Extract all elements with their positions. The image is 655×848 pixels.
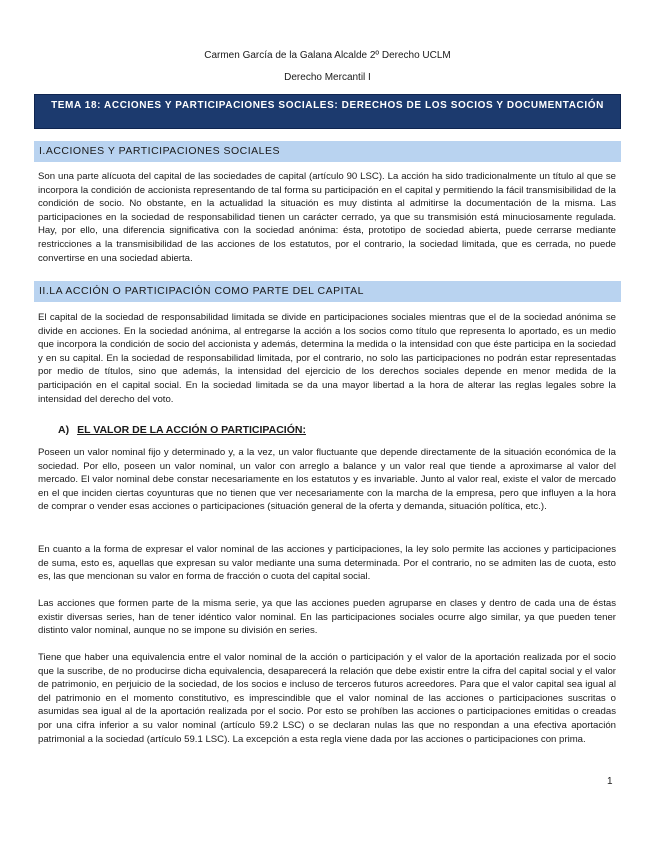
paragraph-1: Son una parte alícuota del capital de las sociedades de capital (artículo 90 LSC). La acción ha sido tradicionalmente un título al que se incorpora la condición de accionista representando de tal forma su participación en el capital y permitiendo la fácil transmisibilidad de la condición de socio. No obstante, en la actualidad la situación es muy distinta al admitirse la documentación de la misma. Las participaciones en la sociedad de responsabilidad tienen un carácter cerrado, ya que su transmisión está minuciosamente regulada. Hay, por ello, una diferencia significativa con la sociedad anónima: ésta, prototipo de sociedad abierta, puede cerrarse mediante restricciones a la transmisibilidad de las acciones de los estatutos, por el contrario, la sociedad limitada, que es cerrada, no puede convertirse en una sociedad abierta. [38, 171, 616, 264]
subheading [58, 424, 306, 436]
paragraph-2: El capital de la sociedad de responsabilidad limitada se divide en participaciones sociales mientras que el de la sociedad anónima se divide en acciones. En la sociedad anónima, al entregarse la acción a los socios como título que representa lo aportado, es un medio que incorpora la condición de socio del accionista y además, determina la medida o la intensidad con que éste participa en la sociedad y en su capital. En la sociedad de responsabilidad limitada, por el contrario, no solo las participaciones no podrán estar representadas por medio de títulos, sino que además, la intensidad del ejercicio de los derechos sociales depende en menor medida de la participación en el capital social. En la sociedad limitada se da una mayor libertad a la hora de alterar las reglas legales sobre la intensidad del derecho del voto. [38, 312, 616, 405]
paragraph-4: En cuanto a la forma de expresar el valor nominal de las acciones y participaciones, la ley solo permite las acciones y participaciones de suma, esto es, aquellas que expresan su valor mediante una suma determinada. Por el contrario, no se admiten las de cuota, esto es, las que mencionan su valor en forma de fracción o cuota del capital social. [38, 544, 616, 583]
paragraph-6: Tiene que haber una equivalencia entre el valor nominal de la acción o participación y el valor de la aportación realizada por el socio que la suscribe, de no producirse dicha equivalencia, desaparecerá la relación que debe existir entre la cifra del capital social y el valor de patrimonio, en perjuicio de la sociedad, de los socios e incluso de terceros futuros acreedores. Para que el valor capital sea igual al del patrimonio en el momento constitutivo, es imprescindible que el valor nominal de las acciones o participaciones suscritas o asumidas sea igual al de la aportación realizada por el socio. Por esto se prohíben las acciones o participaciones emitidas o creadas por una cifra inferior a su valor nominal (artículo 59.2 LSC) o se declaran nulas las que no respondan a una efectiva aportación patrimonial a la sociedad (artículo 59.1 LSC). La excepción a esta regla viene dada por las acciones o participaciones con prima. [38, 652, 616, 745]
subject-line: Derecho Mercantil I [284, 72, 371, 83]
paragraph-3: Poseen un valor nominal fijo y determinado y, a la vez, un valor fluctuante que depende directamente de la situación económica de la sociedad. Por ello, poseen un valor nominal, un valor con arreglo a balance y un valor real que tiende a aproximarse al valor del mercado. El valor nominal debe constar necesariamente en los estatutos y es invariable. Junto al valor real, existe el valor de mercado en el que inciden ciertas coyunturas que no tienen que ver necesariamente con la marcha de la empresa, pero que influyen a la hora de comprar o vender esas acciones o participaciones (situación general de la oferta y demanda, situación política, etc.). [38, 447, 616, 513]
subheading-text: EL VALOR DE LA ACCIÓN O PARTICIPACIÓN: [77, 424, 306, 436]
section-heading-2: II.LA ACCIÓN O PARTICIPACIÓN COMO PARTE DEL CAPITAL [34, 281, 621, 302]
paragraph-5: Las acciones que formen parte de la misma serie, ya que las acciones pueden agruparse en clases y dentro de cada una de éstas existir diversas series, han de tener idéntico valor nominal. En las participaciones sociales ocurre algo similar, ya que pueden tener distinto valor nominal, aunque no se impone su división en series. [38, 598, 616, 637]
subheading-letter: A) [58, 424, 70, 436]
chapter-title: TEMA 18: ACCIONES Y PARTICIPACIONES SOCIALES: DERECHOS DE LOS SOCIOS Y DOCUMENTACIÓN [34, 94, 621, 129]
author-line: Carmen García de la Galana Alcalde 2º Derecho UCLM [204, 50, 451, 61]
section-heading-1: I.ACCIONES Y PARTICIPACIONES SOCIALES [34, 141, 621, 162]
page-number: 1 [607, 776, 613, 787]
